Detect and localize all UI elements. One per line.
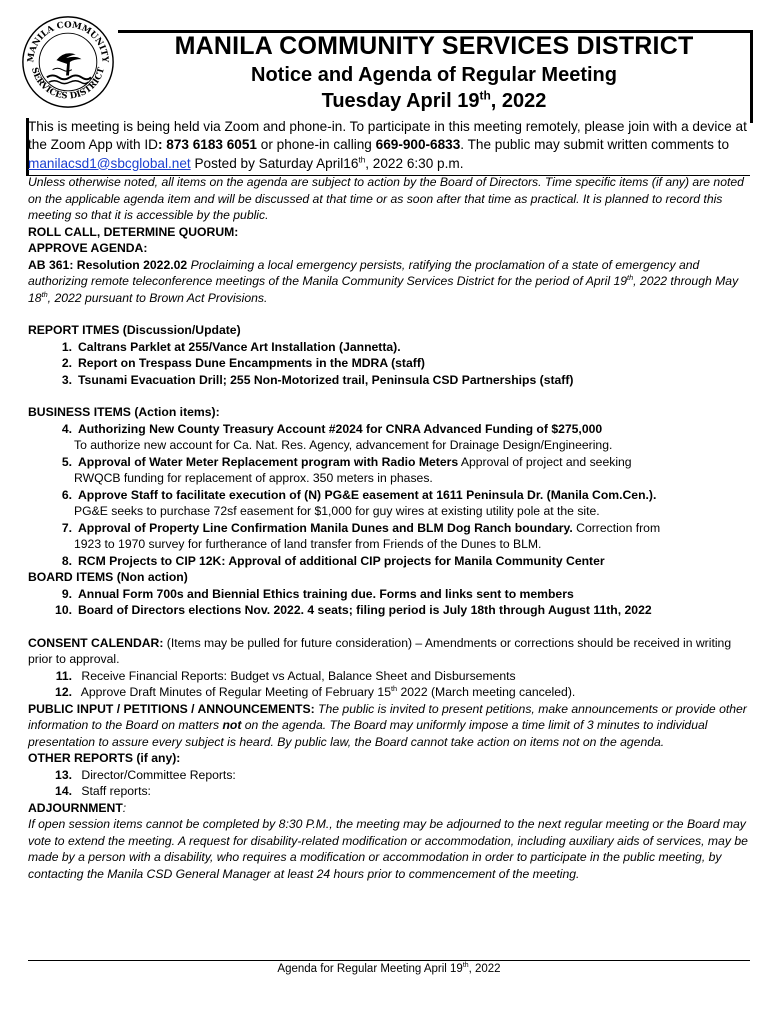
district-title: MANILA COMMUNITY SERVICES DISTRICT [174,32,694,60]
roll-call-heading: ROLL CALL, DETERMINE QUORUM: [28,224,239,239]
list-item: 8. RCM Projects to CIP 12K: Approval of additional CIP projects for Manila Community Center [61,553,605,568]
email-link[interactable]: manilacsd1@sbcglobal.net [28,155,191,171]
list-item-detail: 1923 to 1970 survey for furtherance of land transfer from Friends of the Dunes to BLM. [74,537,542,551]
adjournment-heading: ADJOURNMENT: [28,800,127,815]
intro-paragraph: This is meeting is being held via Zoom and phone-in. To participate in this meeting remotely, please join with a device at the Zoom App with ID: 873 6183 6051 or phone-in calling 669-900-6833. The public may submit written comments to manilacsd1@sbcglobal.net Posted by Saturday April16th, 2022 6:30 p.m. [28,119,747,171]
list-item: 2. Report on Trespass Dune Encampments in the MDRA (staff) [61,356,425,370]
general-note: Unless otherwise noted, all items on the agenda are subject to action by the Board of Directors. Time specific items (if any) are noted on the applicable agenda item and will be discussed at that time or as soon after that time as practical. It is planned to record this meeting so that it is accessible by the public. [28,175,744,222]
other-reports-heading: OTHER REPORTS (if any): [28,751,181,765]
svg-text:MANILA COMMUNITY: MANILA COMMUNITY [26,20,110,63]
meeting-subtitle: Notice and Agenda of Regular Meeting [251,64,617,86]
svg-text:SERVICES DISTRICT: SERVICES DISTRICT [29,66,107,102]
list-item: 4. Authorizing New County Treasury Account #2024 for CNRA Advanced Funding of $275,000 [61,421,603,436]
list-item-detail: PG&E seeks to purchase 72sf easement for $1,000 for guy wires at existing utility pole at the site. [74,504,600,518]
footer-divider [28,960,750,961]
list-item: 9. Annual Form 700s and Biennial Ethics training due. Forms and links sent to members [61,586,574,601]
approve-agenda-heading: APPROVE AGENDA: [28,241,148,255]
list-item-detail: To authorize new account for Ca. Nat. Res. Agency, advancement for Drainage Design/Engineering. [74,438,613,452]
report-items-heading: REPORT ITMES (Discussion/Update) [28,323,241,337]
list-item-detail: RWQCB funding for replacement of approx. 350 meters in phases. [74,471,433,485]
list-item: 7. Approval of Property Line Confirmation Manila Dunes and BLM Dog Ranch boundary. Correction from [61,520,661,535]
list-item: 11. Receive Financial Reports: Budget vs Actual, Balance Sheet and Disbursements [55,668,516,683]
business-items-heading: BUSINESS ITEMS (Action items): [28,405,220,419]
ab361-item: AB 361: Resolution 2022.02 Proclaiming a local emergency persists, ratifying the proclamation of a state of emergency and authorizing remote teleconference meetings of the Manila Community Services District for the period of April 19th, 2022 through May 18th, 2022 pursuant to Brown Act Provisions. [28,257,739,305]
list-item: 6. Approve Staff to facilitate execution of (N) PG&E easement at 1611 Peninsula Dr. (Manila Com.Cen.). [61,487,657,502]
agenda-body [28,174,748,882]
consent-calendar: CONSENT CALENDAR: (Items may be pulled for future consideration) – Amendments or corrections should be received in writing prior to approval. [28,635,732,666]
list-item: 12. Approve Draft Minutes of Regular Meeting of February 15th 2022 (March meeting canceled). [55,683,576,699]
meeting-date: Tuesday April 19th, 2022 [321,88,547,112]
phone-number: 669-900-6833 [375,137,461,153]
board-items-heading: BOARD ITEMS (Non action) [28,570,188,584]
zoom-meeting-id: : 873 6183 6051 [157,137,257,153]
adjournment-text: If open session items cannot be completed by 8:30 P.M., the meeting may be adjourned to the next regular meeting or the Board may vote to extend the meeting. A request for disability-related modification or accommodation, including auxiliary aids of services, may be made by a person with a disability, who requires a modification or accommodation in order to participate in the public meeting, by contacting the Manila CSD General Manager at least 24 hours prior to commencement of the meeting. [28,817,748,881]
district-seal-logo [20,14,116,110]
list-item: 1. Caltrans Parklet at 255/Vance Art Installation (Jannetta). [61,339,401,354]
list-item: 3. Tsunami Evacuation Drill; 255 Non-Motorized trail, Peninsula CSD Partnerships (staff) [61,372,574,387]
list-item: 13. Director/Committee Reports: [55,767,236,782]
list-item: 14. Staff reports: [55,784,151,798]
list-item: 5. Approval of Water Meter Replacement program with Radio Meters Approval of project and seeking [61,454,632,469]
list-item: 10. Board of Directors elections Nov. 2022. 4 seats; filing period is July 18th through August 11th, 2022 [55,603,652,617]
public-input: PUBLIC INPUT / PETITIONS / ANNOUNCEMENTS: The public is invited to present petitions, make announcements or provide other information to the Board on matters not on the agenda. The Board may uniformly impose a time limit of 3 minutes to individual presentation to assure every subject is heard. By public law, the Board cannot take action on items not on the agenda. [28,701,747,749]
page-footer: Agenda for Regular Meeting April 19th, 2022 [277,962,501,975]
